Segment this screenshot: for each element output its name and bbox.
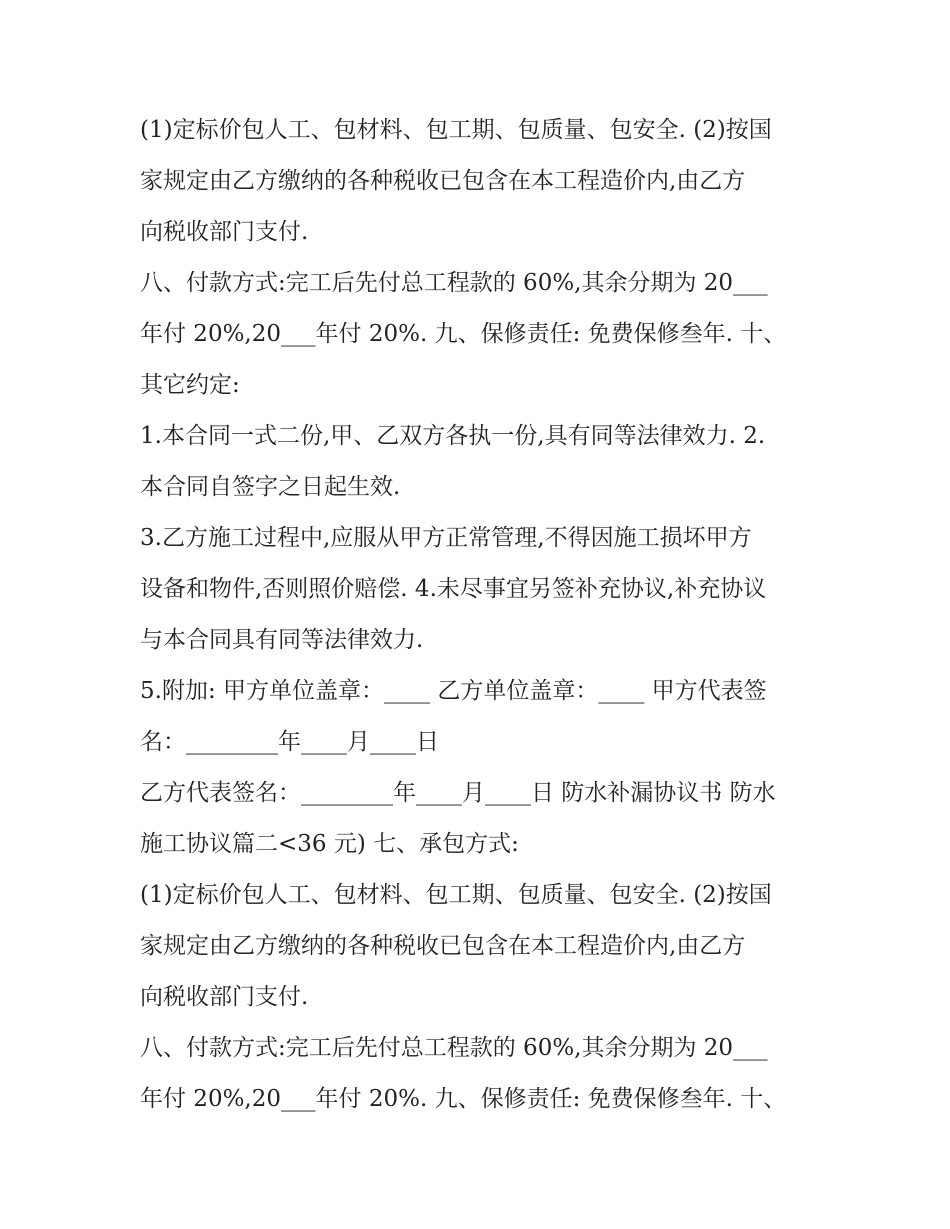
text-line: 八、付款方式:完工后先付总工程款的 60%,其余分期为 20___ <box>140 270 768 296</box>
text-line: 1.本合同一式二份,甲、乙双方各执一份,具有同等法律效力. 2. <box>140 423 766 449</box>
text-line: 向税收部门支付. <box>140 219 309 245</box>
text-line: 家规定由乙方缴纳的各种税收已包含在本工程造价内,由乙方 <box>140 933 746 959</box>
text-line: 施工协议篇二<36 元) 七、承包方式: <box>140 831 519 857</box>
text-line: (1)定标价包人工、包材料、包工期、包质量、包安全. (2)按国 <box>140 117 772 143</box>
text-line: 本合同自签字之日起生效. <box>140 474 401 500</box>
text-line: 年付 20%,20___年付 20%. 九、保修责任: 免费保修叁年. 十、 <box>140 1086 787 1112</box>
text-line: 名：________年____月____日 <box>140 729 439 755</box>
text-line: 家规定由乙方缴纳的各种税收已包含在本工程造价内,由乙方 <box>140 168 746 194</box>
text-line: 八、付款方式:完工后先付总工程款的 60%,其余分期为 20___ <box>140 1035 768 1061</box>
text-line: 设备和物件,否则照价赔偿. 4.未尽事宜另签补充协议,补充协议 <box>140 576 767 602</box>
text-line: 3.乙方施工过程中,应服从甲方正常管理,不得因施工损坏甲方 <box>140 525 752 551</box>
text-line: 其它约定: <box>140 372 240 398</box>
text-line: (1)定标价包人工、包材料、包工期、包质量、包安全. (2)按国 <box>140 882 772 908</box>
text-line: 向税收部门支付. <box>140 984 309 1010</box>
text-line: 与本合同具有同等法律效力. <box>140 627 424 653</box>
text-line: 乙方代表签名：________年____月____日 防水补漏协议书 防水 <box>140 780 776 806</box>
text-line: 年付 20%,20___年付 20%. 九、保修责任: 免费保修叁年. 十、 <box>140 321 787 347</box>
text-line: 5.附加: 甲方单位盖章：____ 乙方单位盖章：____ 甲方代表签 <box>140 678 767 704</box>
